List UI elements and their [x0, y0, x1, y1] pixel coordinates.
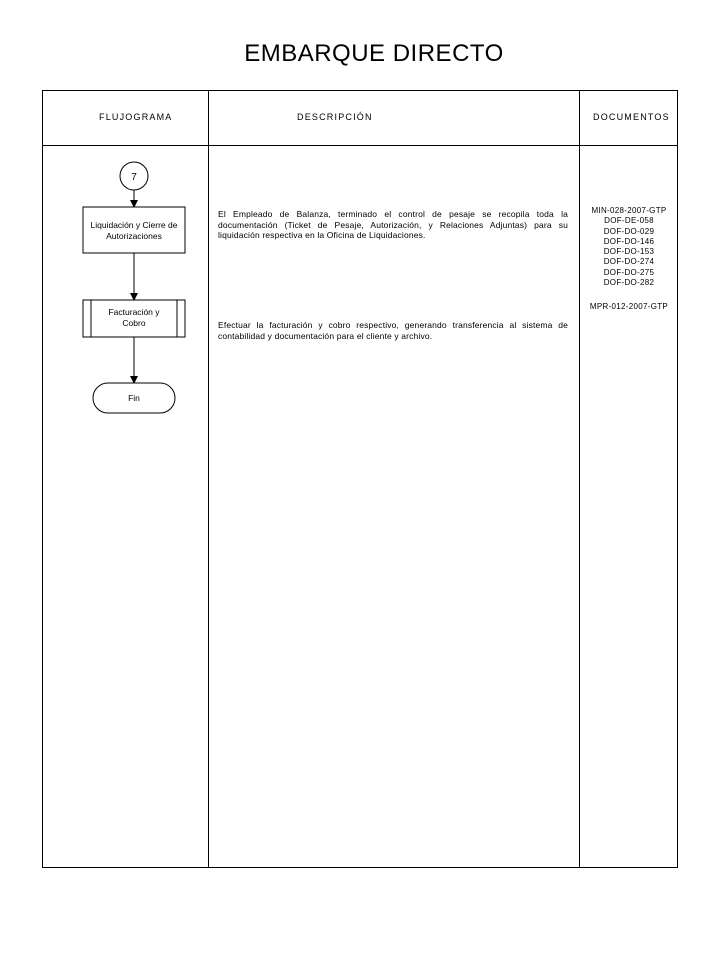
document-code: MIN-028-2007-GTP — [591, 206, 667, 215]
document-code: DOF-DO-029 — [603, 226, 655, 236]
connector-label: 7 — [131, 172, 137, 183]
document-code: DOF-DO-275 — [603, 267, 655, 277]
document-code: DOF-DO-274 — [603, 257, 655, 267]
description-step-1: El Empleado de Balanza, terminado el control de pesaje se recopila toda la documentación (Ticket de Pesaje, Autorización, y Relaciones Adjuntas) para su liquidación respectiva en la Oficina de Liquidaciones. — [218, 209, 568, 240]
process-liquidacion-line2: Autorizaciones — [106, 231, 162, 241]
process-liquidacion-line1: Liquidación y Cierre de — [90, 220, 178, 230]
document-code: DOF-DO-282 — [603, 278, 655, 288]
document-code: MPR-012-2007-GTP — [589, 302, 669, 311]
connector-circle — [120, 162, 148, 190]
terminal-label: Fin — [128, 393, 140, 403]
document-code: DOF-DO-153 — [603, 247, 655, 257]
process-liquidacion — [83, 207, 185, 253]
page-title: EMBARQUE DIRECTO — [244, 40, 504, 67]
predefined-process-facturacion — [83, 300, 185, 337]
description-step-2: Efectuar la facturación y cobro respectivo, generando transferencia al sistema de contabilidad y documentación para el cliente y archivo. — [218, 320, 568, 341]
header-flujograma: FLUJOGRAMA — [99, 112, 173, 122]
process-facturacion-line1: Facturación y — [108, 307, 160, 317]
header-documentos: DOCUMENTOS — [593, 112, 670, 122]
document-code: DOF-DO-146 — [603, 236, 655, 246]
header-descripcion: DESCRIPCIÓN — [297, 112, 373, 122]
terminal-fin — [93, 383, 175, 413]
process-facturacion-line2: Cobro — [122, 318, 146, 328]
document-code: DOF-DE-058 — [604, 216, 654, 226]
